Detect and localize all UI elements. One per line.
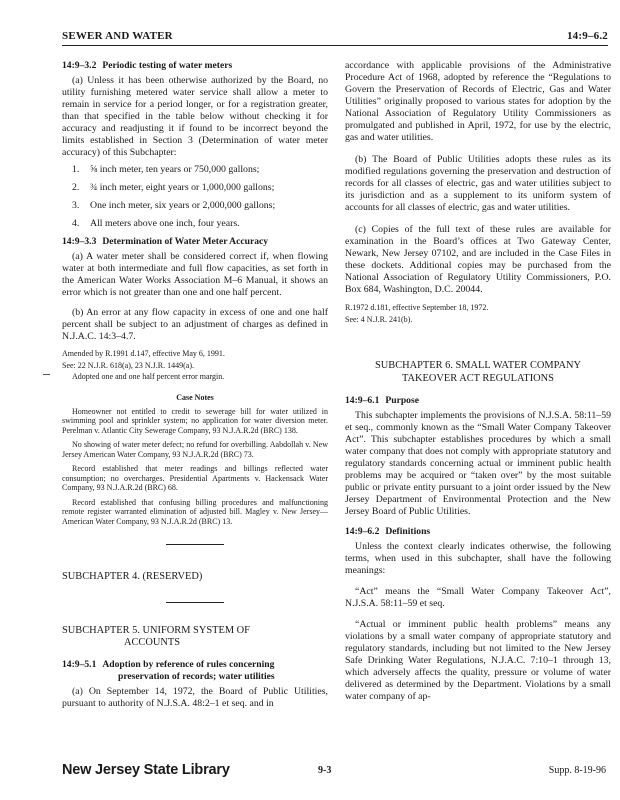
section-number: 14:9–3.2 — [62, 60, 97, 71]
margin-mark — [43, 374, 50, 375]
paragraph: (a) On September 14, 1972, the Board of Public Utilities, pursuant to authority of N.J.S.A. 48:2–1 et seq. and in — [62, 685, 328, 709]
paragraph: accordance with applicable provisions of the Administrative Procedure Act of 1968, adopted by reference the “Regulations to Govern the Preservation of Records of Electric, Gas and Water Utilities” originally proposed to various states for adoption by the National Association of Regulatory Utility Commissioners as promulgated and published in April, 1972, for use by the electric, gas and water utilities. — [345, 60, 611, 143]
case-note: Record established that confusing billing procedures and malfunctioning remote register warranted elimination of adjusted bill. Magley v. New Jersey—American Water Company, 93 N.J.A.R.2d (BRC) 13. — [62, 497, 328, 526]
divider — [166, 602, 224, 603]
section-number: 14:9–3.3 — [62, 236, 97, 247]
supplement-date: Supp. 8-19-96 — [548, 765, 606, 776]
divider — [166, 544, 224, 545]
section-title: Purpose — [385, 395, 419, 407]
header-section-range: 14:9–6.2 — [566, 30, 608, 42]
section-number: 14:9–6.1 — [345, 395, 380, 407]
case-note: Homeowner not entitled to credit to sewerage bill for water utilized in swimming pool and sprinkler system; no application for water diversion meter. Perelman v. Atlantic City Sewerage Company, 93 N.J.A.R.2d (BRC) 138. — [62, 406, 328, 435]
header-chapter-title: SEWER AND WATER — [62, 30, 173, 42]
section-number: 14:9–6.2 — [345, 526, 380, 538]
section-number: 14:9–5.1 — [62, 658, 97, 670]
section-heading-5-1 — [62, 659, 328, 683]
library-stamp: New Jersey State Library — [62, 762, 230, 778]
left-column — [62, 60, 328, 715]
paragraph: This subchapter implements the provisions of N.J.S.A. 58:11–59 et seq., commonly known as the “Small Water Company Takeover Act”. This subchapter establishes procedures by which a small water company that does not comply with appropriate statutory and regulatory standards concerning actual or imminent public health problems may be acquired or “taken over” by the most suitable public or private entity pursuant to a joint order issued by the New Jersey Department of Environmental Protection and the New Jersey Board of Public Utilities. — [345, 410, 611, 518]
page-number: 9-3 — [318, 765, 332, 776]
paragraph: (a) Unless it has been otherwise authorized by the Board, no utility furnishing metered water service shall allow a meter to remain in service for a period longer, or for a registration greater, than that specified in the table below without checking it for accuracy and readjusting it if found to be incorrect beyond the limits established in Section 3 (Determination of water meter accuracy) of this Subchapter: — [62, 75, 328, 158]
history-note: See: 22 N.J.R. 618(a), 23 N.J.R. 1449(a). — [62, 360, 194, 370]
subchapter-6-heading: SUBCHAPTER 6. SMALL WATER COMPANY TAKEOVER ACT REGULATIONS — [374, 360, 582, 384]
list-item: 4. All meters above one inch, four years. — [72, 218, 240, 229]
list-item: 1. ⅝ inch meter, ten years or 750,000 gallons; — [72, 164, 260, 175]
case-note: No showing of water meter defect; no refund for overbilling. Aabdollah v. New Jersey American Water Company, 93 N.J.A.R.2d (BRC) 73. — [62, 440, 328, 459]
paragraph: “Actual or imminent public health problems” means any violations by a small water company of appropriate statutory and regulatory standards, including but not limited to the New Jersey Safe Drinking Water Regulations, N.J.A.C. 7:10–1 through 13, which adversely affects the quality, pressure or volume of water delivered as determined by the Department. Violations by a small water company of ap- — [345, 619, 611, 703]
history-note: Amended by R.1991 d.147, effective May 6, 1991. — [62, 349, 225, 358]
paragraph: (b) The Board of Public Utilities adopts these rules as its modified regulations governing the preservation and destruction of records for all classes of electric, gas and water utilities subject to its jurisdiction and as a supplement to its uniform system of accounts for all classes of electric, gas and water utilities. — [345, 154, 611, 213]
section-heading-3-2 — [62, 60, 328, 72]
running-header — [62, 27, 608, 46]
section-heading-6-1 — [345, 395, 611, 407]
meter-period-list — [62, 164, 328, 230]
list-item: 2. ¾ inch meter, eight years or 1,000,000 gallons; — [72, 182, 275, 193]
case-note: Record established that meter readings and billings reflected water consumption; no overcharges. Presidential Apartments v. Hackensack Water Company, 93 N.J.A.R.2d (BRC) 68. — [62, 464, 328, 493]
history-note: R.1972 d.181, effective September 18, 1972. — [345, 303, 489, 312]
right-column — [345, 60, 611, 708]
section-heading-6-2 — [345, 526, 611, 538]
section-title: Determination of Water Meter Accuracy — [102, 236, 269, 247]
paragraph: (c) Copies of the full text of these rules are available for examination in the Board’s offices at Two Gateway Center, Newark, New Jersey 07102, and are included in the Case Files in these dockets. Additional copies may be purchased from the National Association of Regulatory Utility Commissioners, P.O. Box 684, Washington, D.C. 20044. — [345, 224, 611, 295]
subchapter-4-heading: SUBCHAPTER 4. (RESERVED) — [62, 571, 203, 583]
subchapter-5-heading: SUBCHAPTER 5. UNIFORM SYSTEM OF ACCOUNTS — [62, 624, 250, 649]
paragraph: “Act” means the “Small Water Company Takeover Act”, N.J.S.A. 58:11–59 et seq. — [345, 586, 611, 610]
list-item: 3. One inch meter, six years or 2,000,000 gallons; — [72, 200, 276, 211]
paragraph: Unless the context clearly indicates otherwise, the following terms, when used in this subchapter, shall have the following meanings: — [345, 541, 611, 577]
section-title: Adoption by reference of rules concerning preservation of records; water utilities — [102, 658, 275, 682]
history-note: Adopted one and one half percent error margin. — [72, 372, 225, 382]
case-notes-title: Case Notes — [176, 392, 214, 402]
paragraph: (b) An error at any flow capacity in excess of one and one half percent shall be subject to an adjustment of charges as defined in N.J.A.C. 14:3–4.7. — [62, 307, 328, 342]
paragraph: (a) A water meter shall be considered correct if, when flowing water at both intermediate and full flow capacities, as set forth in the American Water Works Association M–6 Manual, it shows an error which is not greater than one and one half percent. — [62, 251, 328, 298]
section-title: Definitions — [385, 526, 431, 538]
section-heading-3-3 — [62, 236, 328, 248]
section-title: Periodic testing of water meters — [102, 60, 233, 71]
history-note: See: 4 N.J.R. 241(b). — [345, 314, 413, 324]
